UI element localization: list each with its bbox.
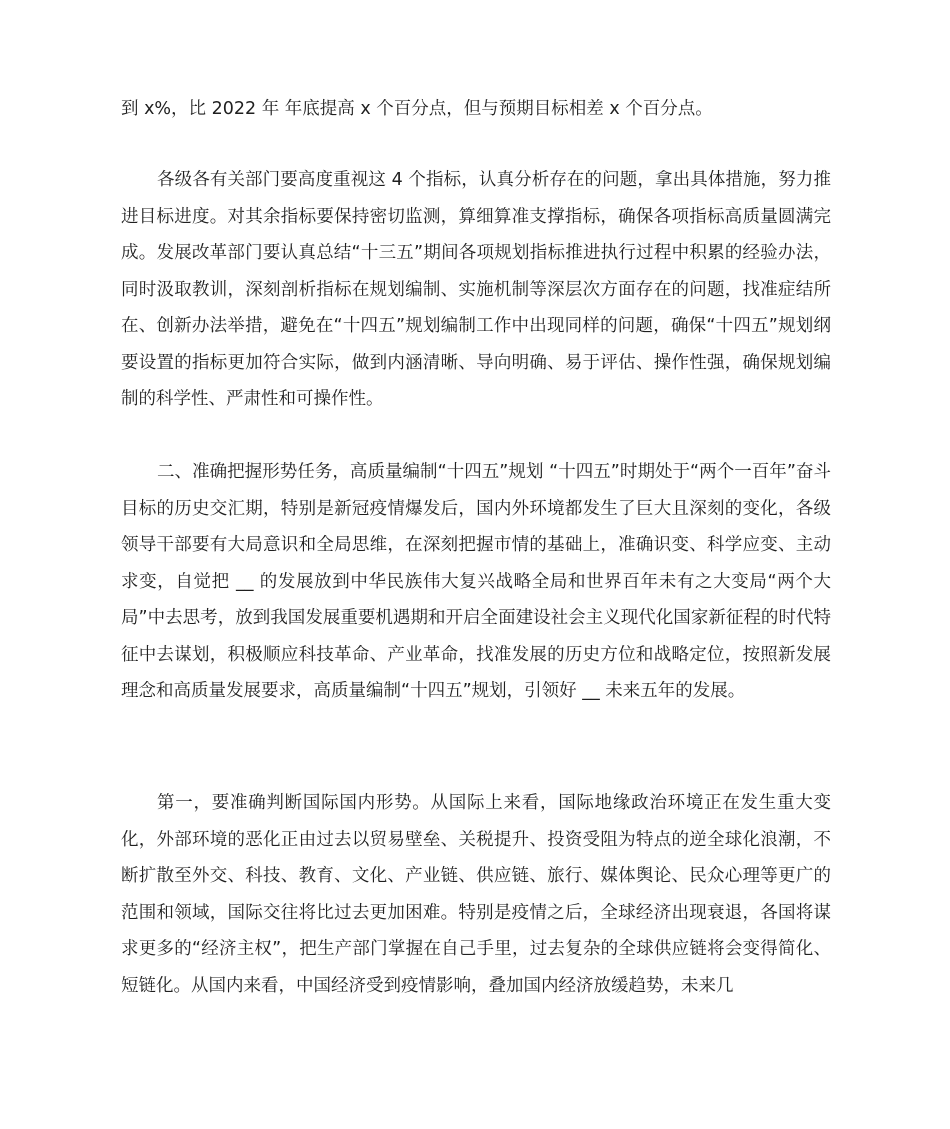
paragraph-first-point: 第一，要准确判断国际国内形势。从国际上来看，国际地缘政治环境正在发生重大变化，外部环境的恶化正由过去以贸易壁垒、关税提升、投资受阻为特点的逆全球化浪潮，不断扩散至外交、科技、教育、文化、产业链、供应链、旅行、媒体舆论、民众心理等更广的范围和领域，国际交往将比过去更加困难。特别是疫情之后，全球经济出现衰退，各国将谋求更多的“经济主权”，把生产部门掌握在自己手里，过去复杂的全球供应链将会变得简化、短链化。从国内来看，中国经济受到疫情影响，叠加国内经济放缓趋势，未来几 (121, 793, 831, 996)
paragraph-continuation: 到 x%，比 2022 年 年底提高 x 个百分点，但与预期目标相差 x 个百分点。 (121, 99, 713, 119)
paragraph-indicators: 各级各有关部门要高度重视这 4 个指标，认真分析存在的问题，拿出具体措施，努力推进目标进度。对其余指标要保持密切监测，算细算准支撑指标，确保各项指标高质量圆满完成。发展改革部门要认真总结“十三五”期间各项规划指标推进执行过程中积累的经验办法，同时汲取教训，深刻剖析指标在规划编制、实施机制等深层次方面存在的问题，找准症结所在、创新办法举措，避免在“十四五”规划编制工作中出现同样的问题，确保“十四五”规划纲要设置的指标更加符合实际，做到内涵清晰、导向明确、易于评估、操作性强，确保规划编制的科学性、严肃性和可操作性。 (121, 170, 831, 409)
paragraph-section-two: 二、准确把握形势任务，高质量编制“十四五”规划 “十四五”时期处于“两个一百年”奋斗目标的历史交汇期，特别是新冠疫情爆发后，国内外环境都发生了巨大且深刻的变化，各级领导干部要有大局意识和全局思维，在深刻把握市情的基础上，准确识变、科学应变、主动求变，自觉把 __ 的发展放到中华民族伟大复兴战略全局和世界百年未有之大变局“两个大局”中去思考，放到我国发展重要机遇期和开启全面建设社会主义现代化国家新征程的时代特征中去谋划，积极顺应科技革命、产业革命，找准发展的历史方位和战略定位，按照新发展理念和高质量发展要求，高质量编制“十四五”规划，引领好 __ 未来五年的发展。 (121, 462, 831, 701)
